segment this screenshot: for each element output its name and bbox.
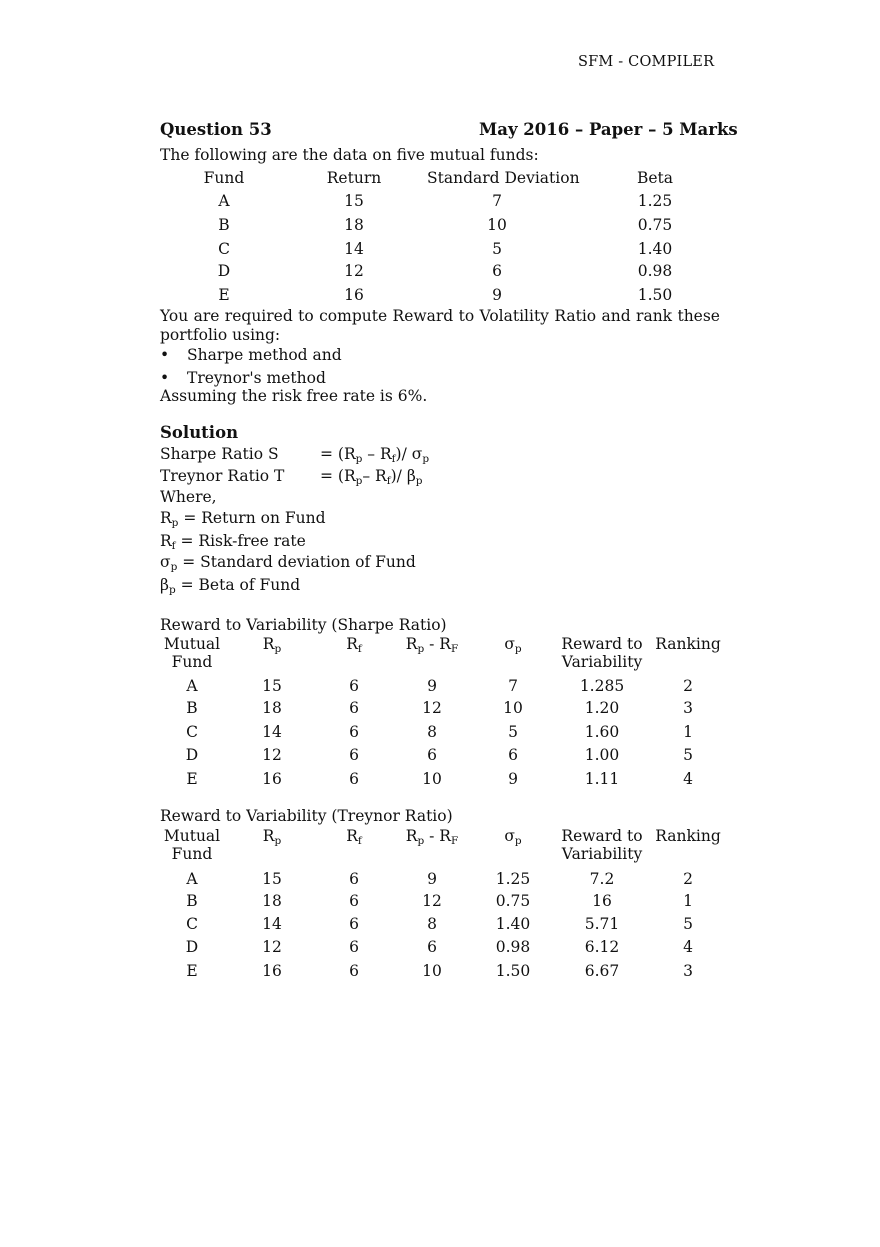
fund-table-cell: 18	[344, 216, 364, 234]
fund-table-header-cell: Beta	[636, 169, 674, 187]
sharpe-table-cell: 6	[349, 723, 359, 741]
sharpe-table-cell: E	[186, 770, 198, 788]
fund-table-cell: 16	[344, 286, 364, 304]
sharpe-table-cell: 6	[349, 746, 359, 764]
treynor-table-header-cell: Reward to Variability	[561, 827, 643, 863]
treynor-table-header-cell: Ranking	[655, 827, 721, 845]
sharpe-table-cell: D	[185, 746, 199, 764]
sharpe-table-cell: A	[186, 677, 198, 695]
treynor-table-cell: 3	[683, 962, 693, 980]
treynor-table-caption: Reward to Variability (Treynor Ratio)	[160, 807, 453, 825]
treynor-table-header-cell: $R_p$	[262, 827, 282, 847]
treynor-table-cell: 7.2	[589, 870, 615, 888]
sharpe-table-cell: 1.285	[579, 677, 625, 695]
treynor-table-cell: 12	[262, 938, 282, 956]
treynor-table-cell: C	[186, 915, 198, 933]
sharpe-table-cell: C	[186, 723, 198, 741]
definition-rp: $R_p$ = Return on Fund	[160, 509, 326, 529]
fund-table-cell: B	[218, 216, 230, 234]
treynor-table-cell: 4	[683, 938, 693, 956]
treynor-table-cell: 5	[683, 915, 693, 933]
treynor-table-cell: 12	[422, 892, 442, 910]
sharpe-label: Sharpe Ratio S	[160, 445, 279, 463]
sharpe-table-header-cell: $R_p$	[262, 635, 282, 655]
treynor-formula: = ($R_p-$ $R_f)/$ $\beta_p$	[320, 467, 423, 487]
treynor-table-header-cell: $R_p - R_F$	[405, 827, 459, 847]
sharpe-table-cell: 2	[683, 677, 693, 695]
fund-table-header-cell: Standard Deviation	[427, 169, 580, 187]
sharpe-table-cell: 1	[683, 723, 693, 741]
fund-table-cell: E	[218, 286, 230, 304]
fund-table-cell: 14	[344, 240, 364, 258]
sharpe-table-caption: Reward to Variability (Sharpe Ratio)	[160, 616, 447, 634]
treynor-label: Treynor Ratio T	[160, 467, 285, 485]
treynor-table-cell: B	[186, 892, 198, 910]
fund-table-cell: 1.50	[637, 286, 673, 304]
fund-table-cell: D	[217, 262, 231, 280]
risk-free-assumption: Assuming the risk free rate is 6%.	[160, 387, 428, 405]
running-header: SFM - COMPILER	[578, 54, 715, 70]
treynor-table-cell: 6	[427, 938, 437, 956]
question-title: Question 53	[160, 120, 272, 139]
question-intro: The following are the data on five mutual funds:	[160, 146, 539, 164]
sharpe-table-cell: 9	[427, 677, 437, 695]
sharpe-table-cell: 6	[349, 677, 359, 695]
treynor-table-cell: 16	[262, 962, 282, 980]
sharpe-table-cell: 1.00	[584, 746, 620, 764]
fund-table-cell: 10	[487, 216, 507, 234]
fund-table-header-cell: Fund	[203, 169, 245, 187]
solution-title: Solution	[160, 423, 239, 442]
sharpe-table-cell: 6	[427, 746, 437, 764]
treynor-table-cell: 6	[349, 962, 359, 980]
treynor-table-header-cell: $R_f$	[346, 827, 362, 847]
sharpe-table-cell: 18	[262, 699, 282, 717]
treynor-table-cell: 14	[262, 915, 282, 933]
fund-table-cell: 9	[492, 286, 502, 304]
fund-table-cell: 6	[492, 262, 502, 280]
sharpe-table-cell: 1.20	[584, 699, 620, 717]
treynor-table-header-cell: Mutual Fund	[163, 827, 221, 863]
fund-table-cell: C	[218, 240, 230, 258]
treynor-table-cell: 9	[427, 870, 437, 888]
sharpe-table-cell: 6	[349, 699, 359, 717]
treynor-table-cell: 1.50	[495, 962, 531, 980]
sharpe-table-header-cell: Reward to Variability	[561, 635, 643, 671]
sharpe-table-cell: 12	[262, 746, 282, 764]
sharpe-table-header-cell: $\sigma_p$	[504, 635, 522, 655]
fund-table-cell: 12	[344, 262, 364, 280]
sharpe-table-cell: 3	[683, 699, 693, 717]
fund-table-cell: 5	[492, 240, 502, 258]
requirement-line-2: portfolio using:	[160, 326, 281, 344]
definition-sigma: $\sigma_p$ = Standard deviation of Fund	[160, 553, 416, 573]
treynor-table-cell: 5.71	[584, 915, 620, 933]
sharpe-table-cell: 12	[422, 699, 442, 717]
treynor-table-cell: 6	[349, 915, 359, 933]
sharpe-table-cell: 9	[508, 770, 518, 788]
treynor-table-cell: 16	[592, 892, 612, 910]
treynor-table-cell: 6	[349, 870, 359, 888]
sharpe-table-cell: 16	[262, 770, 282, 788]
sharpe-table-header-cell: Ranking	[655, 635, 721, 653]
treynor-table-cell: 18	[262, 892, 282, 910]
treynor-table-cell: 1.40	[495, 915, 531, 933]
sharpe-table-cell: 1.11	[584, 770, 620, 788]
sharpe-table-cell: 14	[262, 723, 282, 741]
fund-table-cell: 1.40	[637, 240, 673, 258]
fund-table-cell: 7	[492, 192, 502, 210]
fund-table-cell: 0.98	[637, 262, 673, 280]
question-meta: May 2016 – Paper – 5 Marks	[479, 120, 738, 139]
sharpe-table-cell: 4	[683, 770, 693, 788]
sharpe-table-cell: 10	[503, 699, 523, 717]
treynor-table-cell: E	[186, 962, 198, 980]
fund-table-cell: 1.25	[637, 192, 673, 210]
treynor-table-cell: 1.25	[495, 870, 531, 888]
treynor-table-cell: 6.67	[584, 962, 620, 980]
sharpe-table-cell: 6	[508, 746, 518, 764]
sharpe-table-cell: 5	[508, 723, 518, 741]
sharpe-table-cell: B	[186, 699, 198, 717]
fund-table-cell: A	[218, 192, 230, 210]
sharpe-table-cell: 15	[262, 677, 282, 695]
treynor-table-cell: 6	[349, 938, 359, 956]
sharpe-table-cell: 1.60	[584, 723, 620, 741]
treynor-table-header-cell: $\sigma_p$	[504, 827, 522, 847]
treynor-table-cell: 1	[683, 892, 693, 910]
definition-beta: $\beta_p$ = Beta of Fund	[160, 576, 301, 596]
where-label: Where,	[160, 488, 217, 506]
sharpe-table-header-cell: $R_p - R_F$	[405, 635, 459, 655]
treynor-table-cell: 15	[262, 870, 282, 888]
treynor-table-cell: 6.12	[584, 938, 620, 956]
treynor-table-cell: 6	[349, 892, 359, 910]
sharpe-table-cell: 8	[427, 723, 437, 741]
sharpe-table-cell: 7	[508, 677, 518, 695]
treynor-table-cell: A	[186, 870, 198, 888]
bullet-item-sharpe: Sharpe method and	[187, 346, 342, 364]
treynor-table-cell: 0.98	[495, 938, 531, 956]
bullet-icon: •	[160, 369, 170, 387]
sharpe-table-cell: 10	[422, 770, 442, 788]
treynor-table-cell: 2	[683, 870, 693, 888]
sharpe-table-cell: 5	[683, 746, 693, 764]
sharpe-table-header-cell: $R_f$	[346, 635, 362, 655]
treynor-table-cell: 10	[422, 962, 442, 980]
bullet-item-treynor: Treynor's method	[187, 369, 326, 387]
treynor-table-cell: 8	[427, 915, 437, 933]
fund-table-cell: 15	[344, 192, 364, 210]
treynor-table-cell: D	[185, 938, 199, 956]
treynor-table-cell: 0.75	[495, 892, 531, 910]
fund-table-header-cell: Return	[326, 169, 382, 187]
definition-rf: $R_f$ = Risk-free rate	[160, 532, 306, 552]
requirement-line-1: You are required to compute Reward to Volatility Ratio and rank these	[160, 307, 720, 325]
sharpe-table-cell: 6	[349, 770, 359, 788]
sharpe-formula: = $(R_p - R_f)/$ $\sigma_p$	[320, 445, 430, 465]
sharpe-table-header-cell: Mutual Fund	[163, 635, 221, 671]
bullet-icon: •	[160, 346, 170, 364]
fund-table-cell: 0.75	[637, 216, 673, 234]
